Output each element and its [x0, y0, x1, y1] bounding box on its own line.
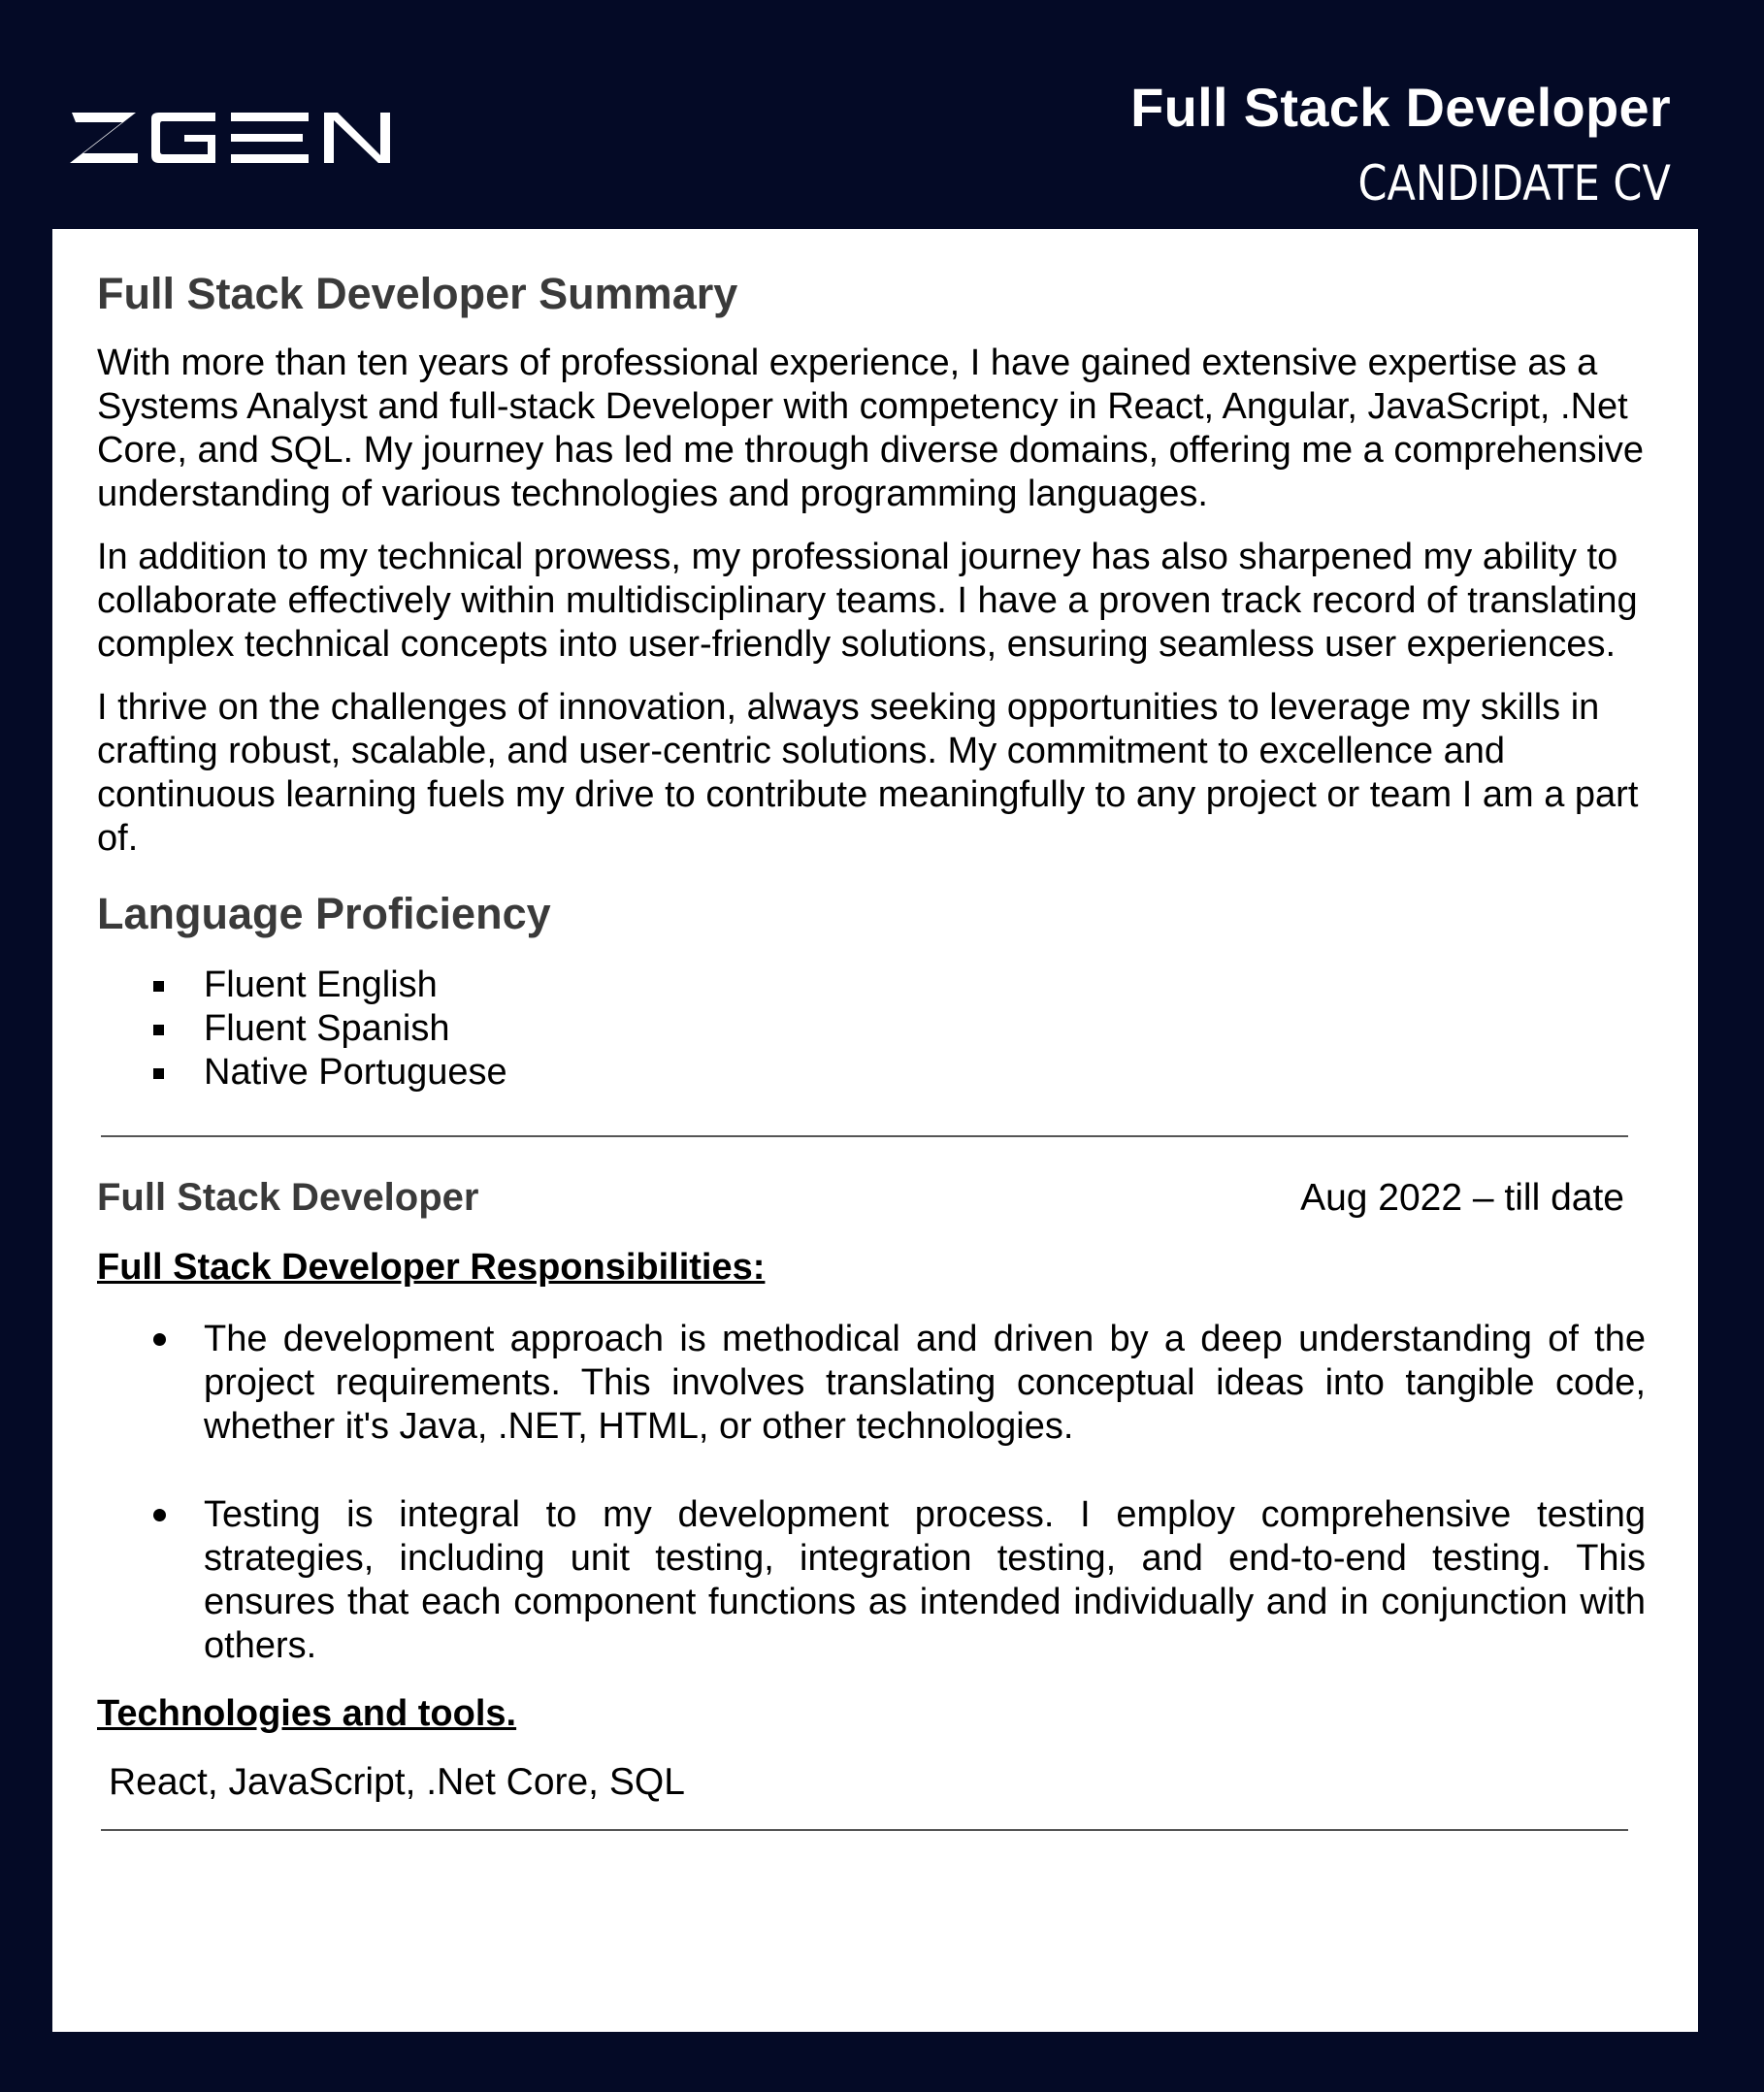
tools-list: React, JavaScript, .Net Core, SQL: [109, 1761, 685, 1803]
responsibilities-heading: Full Stack Developer Responsibilities:: [97, 1247, 766, 1288]
responsibility-text: The development approach is methodical and driven by a deep understanding of the project requirements. This involves translating conceptual ideas into tangible code, whether it's Java, .NET, HTML, or other technologies.: [204, 1319, 1646, 1447]
language-item: [153, 1007, 1646, 1051]
language-list: [97, 964, 1646, 1095]
job-header: [97, 1176, 1624, 1220]
responsibilities-list: [97, 1318, 1646, 1668]
summary-paragraph: With more than ten years of professional experience, I have gained extensive expertise as a Systems Analyst and full-stack Developer with competency in React, Angular, JavaScript, .Net Core, and SQL. My journey has led me through diverse domains, offering me a comprehensive understanding of various technologies and programming languages.: [97, 343, 1645, 514]
round-bullet-icon: [153, 1509, 166, 1521]
language-heading: Language Proficiency: [97, 889, 551, 938]
responsibility-item: [97, 1493, 1646, 1668]
cv-page: [52, 229, 1698, 2032]
language-item: [153, 1051, 1646, 1095]
square-bullet-icon: [153, 1025, 164, 1035]
zgen-logo: [70, 109, 395, 169]
language-item: [153, 964, 1646, 1007]
section-divider: [101, 1135, 1628, 1137]
summary-paragraph: I thrive on the challenges of innovation, always seeking opportunities to leverage my skills in crafting robust, scalable, and user-centric solutions. My commitment to excellence and continuous learning fuels my drive to contribute meaningfully to any project or team I am a part of.: [97, 687, 1639, 859]
square-bullet-icon: [153, 981, 164, 992]
summary-heading: Full Stack Developer Summary: [97, 269, 738, 318]
responsibility-text: Testing is integral to my development process. I employ comprehensive testing strategies, including unit testing, integration testing, and end-to-end testing. This ensures that each component functions as intended individually and in conjunction with others.: [204, 1494, 1646, 1666]
language-label: Fluent Spanish: [204, 1008, 450, 1049]
job-title: Full Stack Developer: [97, 1176, 479, 1219]
cv-content: [97, 268, 1646, 1831]
section-divider: [101, 1829, 1628, 1831]
cv-title: Full Stack Developer: [1130, 77, 1671, 138]
language-label: Native Portuguese: [204, 1052, 507, 1093]
responsibility-item: [97, 1318, 1646, 1449]
tools-heading: Technologies and tools.: [97, 1693, 517, 1734]
square-bullet-icon: [153, 1068, 164, 1079]
round-bullet-icon: [153, 1333, 166, 1346]
header-banner: [0, 0, 1764, 228]
cv-subtitle: CANDIDATE CV: [1357, 155, 1671, 212]
summary-paragraph: In addition to my technical prowess, my professional journey has also sharpened my ability to collaborate effectively within multidisciplinary teams. I have a proven track record of translating complex technical concepts into user-friendly solutions, ensuring seamless user experiences.: [97, 537, 1638, 665]
job-date: Aug 2022 – till date: [1300, 1177, 1624, 1219]
language-label: Fluent English: [204, 964, 438, 1005]
